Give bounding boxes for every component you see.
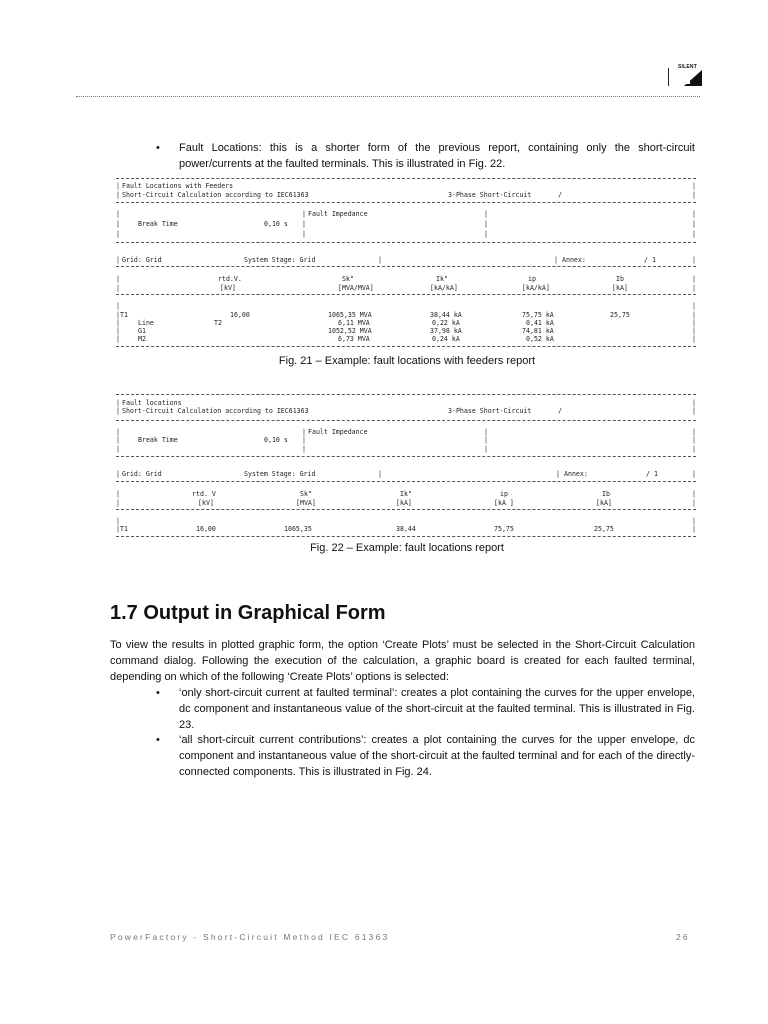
- table-row: |T1: [116, 525, 128, 533]
- cell-ik: 38,44: [396, 525, 416, 533]
- report-title: Fault locations: [122, 399, 182, 407]
- cell-ik: 38,44 kA: [430, 311, 462, 319]
- cell-sk: 6,11 MVA: [338, 319, 370, 327]
- report-title: Fault Locations with Feeders: [122, 182, 234, 190]
- bullet-all-contributions: ‘all short-circuit current contributions’: creates a plot containing the curves for the upper envelope, dc component and instantaneous value of the short-circuit at the faulted terminal and for each of the directly-connected components. This is illustrated in Fig. 24.: [179, 734, 695, 778]
- cell-ip: 75,75 kA: [522, 311, 554, 319]
- report-type: 3-Phase Short-Circuit: [448, 191, 532, 199]
- report-slash: /: [558, 407, 562, 415]
- cell-ib: 25,75: [594, 525, 614, 533]
- cell-v: 16,00: [230, 311, 250, 319]
- col-header-ib: Ib: [602, 490, 610, 498]
- table-row: G1: [138, 327, 146, 335]
- report-calc: Short-Circuit Calculation according to IEC61363: [122, 191, 309, 199]
- unit-ik: [kA]: [396, 499, 412, 507]
- bullet-only-short-circuit: ‘only short-circuit current at faulted terminal’: creates a plot containing the curves for the upper envelope, dc component and instantaneous value of the short-circuit at the faulted terminal. This is illustrated in Fig. 23.: [179, 687, 695, 731]
- col-header-v: rtd. V: [192, 490, 216, 498]
- cell-ip: 74,81 kA: [522, 327, 554, 335]
- break-time-label: Break Time: [138, 436, 178, 444]
- unit-sk: [MVA]: [296, 499, 316, 507]
- cell-ip: 75,75: [494, 525, 514, 533]
- unit-ip: [kA/kA]: [522, 284, 550, 292]
- figure-caption-21: Fig. 21 – Example: fault locations with feeders report: [278, 355, 536, 367]
- cell-ip: 0,52 kA: [526, 335, 554, 343]
- break-time-value: 0,10 s: [264, 436, 288, 444]
- unit-ik: [kA/kA]: [430, 284, 458, 292]
- bullet-fault-locations: Fault Locations: this is a shorter form of the previous report, containing only the short-circuit power/currents at the faulted terminals. This is illustrated in Fig. 22.: [179, 142, 695, 170]
- col-header-ip: ip: [528, 275, 536, 283]
- unit-v: [kV]: [198, 499, 214, 507]
- header-divider: [76, 96, 700, 97]
- cell-ik: 37,98 kA: [430, 327, 462, 335]
- cell-v: 16,00: [196, 525, 216, 533]
- table-row: M2: [138, 335, 146, 343]
- unit-v: [kV]: [220, 284, 236, 292]
- cell-ip: 0,41 kA: [526, 319, 554, 327]
- footer-title: PowerFactory - Short-Circuit Method IEC 61363: [110, 932, 390, 942]
- unit-ip: [kA ]: [494, 499, 514, 507]
- grid-label: Grid: Grid: [122, 470, 162, 478]
- grid-label: Grid: Grid: [122, 256, 162, 264]
- system-stage: System Stage: Grid: [244, 470, 316, 478]
- annex-label: Annex:: [562, 256, 586, 264]
- bullet-marker: •: [156, 687, 160, 699]
- report-type: 3-Phase Short-Circuit: [448, 407, 532, 415]
- col-header-v: rtd.V.: [218, 275, 242, 283]
- bullet-marker: •: [156, 734, 160, 746]
- col-header-ip: ip: [500, 490, 508, 498]
- page-number: 26: [676, 932, 690, 942]
- col-header-sk: Sk": [342, 275, 354, 283]
- cell-ib: 25,75: [610, 311, 630, 319]
- unit-ib: [kA]: [596, 499, 612, 507]
- report-fault-locations-feeders: | Fault Locations with Feeders | | Short-Circuit Calculation according to IEC61363 3-Phase Short-Circuit / | | | Fault Impedance | | | Break Time 0,10 s | | | | | | | | Grid: Grid System Stage: Grid | | Annex: / 1 | | rtd.V. Sk" Ik" ip Ib | | [kV] [MVA/MVA] [kA/kA] [kA/kA] [kA] | | | |T1 16,00 1065,35 MVA 38,44 kA 75,75 kA 25,75 | | Line T2 6,11 MVA 0,22 kA 0,41 kA | | G1 1052,52 MVA 37,98 kA 74,81 kA | | M2 6,73 MVA 0,24 kA 0,52 kA |: [116, 178, 698, 350]
- annex-page: / 1: [646, 470, 658, 478]
- cell-sk: 6,73 MVA: [338, 335, 370, 343]
- break-time-value: 0,10 s: [264, 220, 288, 228]
- table-row: Line: [138, 319, 154, 327]
- system-stage: System Stage: Grid: [244, 256, 316, 264]
- col-header-sk: Sk": [300, 490, 312, 498]
- cell-sk: 1052,52 MVA: [328, 327, 372, 335]
- col-header-ik: Ik": [436, 275, 448, 283]
- report-slash: /: [558, 191, 562, 199]
- table-row: |T1: [116, 311, 128, 319]
- fault-impedance-label: Fault Impedance: [308, 210, 368, 218]
- bullet-marker: •: [156, 142, 160, 154]
- fault-impedance-label: Fault Impedance: [308, 428, 368, 436]
- report-calc: Short-Circuit Calculation according to IEC61363: [122, 407, 309, 415]
- cell-ik: 0,22 kA: [432, 319, 460, 327]
- section-heading: 1.7 Output in Graphical Form: [110, 602, 386, 624]
- cell-ik: 0,24 kA: [432, 335, 460, 343]
- report-fault-locations: | Fault locations | | Short-Circuit Calculation according to IEC61363 3-Phase Short-Circuit / | | | Fault Impedance | | | Break Time 0,10 s | | | | | | | | Grid: Grid System Stage: Grid | | Annex: / 1 | | rtd. V Sk" Ik" ip Ib | | [kV] [MVA] [kA] [kA ] [kA] | | | |T1 16,00 1065,35 38,44 75,75 25,75 |: [116, 394, 698, 540]
- col-header-ik: Ik": [400, 490, 412, 498]
- cell-sub: T2: [214, 319, 222, 327]
- unit-sk: [MVA/MVA]: [338, 284, 374, 292]
- cell-sk: 1065,35 MVA: [328, 311, 372, 319]
- annex-label: Annex:: [564, 470, 588, 478]
- figure-caption-22: Fig. 22 – Example: fault locations report: [310, 542, 504, 554]
- section-intro: To view the results in plotted graphic form, the option ‘Create Plots’ must be selected in the Short-Circuit Calculation command dialog. Following the execution of the calculation, a graphic board is created for each faulted terminal, depending on which of the following ‘Create Plots’ options is selected:: [110, 639, 695, 683]
- unit-ib: [kA]: [612, 284, 628, 292]
- break-time-label: Break Time: [138, 220, 178, 228]
- silent-logo: [668, 64, 704, 88]
- col-header-ib: Ib: [616, 275, 624, 283]
- logo-text: SILENT: [678, 64, 697, 70]
- cell-sk: 1065,35: [284, 525, 312, 533]
- annex-page: / 1: [644, 256, 656, 264]
